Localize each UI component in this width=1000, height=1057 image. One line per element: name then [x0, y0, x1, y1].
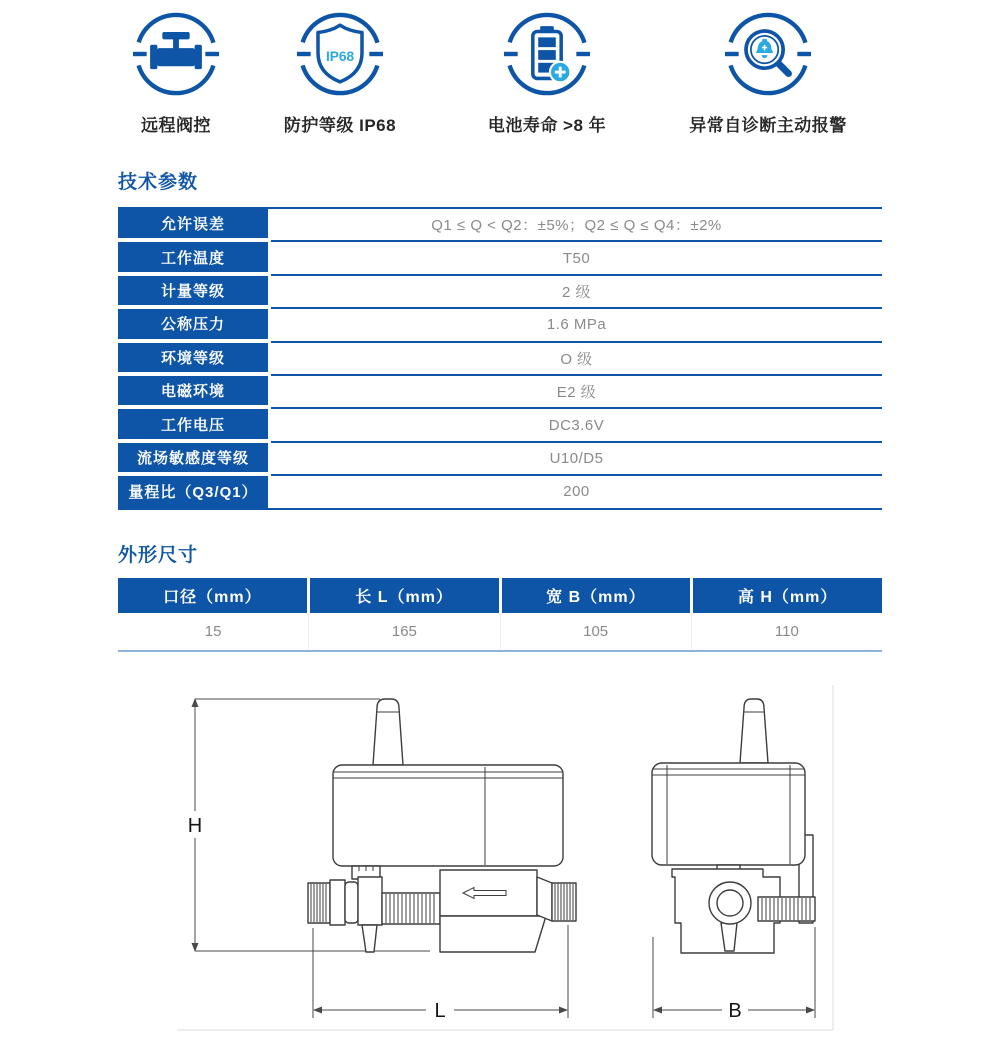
dimensions-table	[118, 578, 882, 652]
dimensions-title: 外形尺寸	[118, 545, 199, 566]
spec-label: 流场敏感度等级	[118, 443, 268, 472]
battery-plus-icon	[503, 10, 591, 98]
ip68-shield-icon	[296, 10, 384, 98]
dim-header: 宽 B（mm）	[502, 578, 691, 613]
electronics-housing	[333, 765, 563, 866]
diagnosis-alarm-icon	[724, 10, 812, 98]
table-row	[118, 242, 882, 275]
antenna	[740, 699, 768, 763]
dim-value: 110	[774, 623, 799, 640]
meter-front-view	[652, 699, 815, 953]
antenna	[373, 699, 403, 765]
spec-value: T50	[271, 242, 882, 275]
table-row	[118, 309, 882, 342]
dim-value: 15	[118, 613, 309, 650]
width-dim-letter: B	[728, 1000, 742, 1022]
spec-label: 工作温度	[118, 242, 268, 271]
valve-icon	[132, 10, 220, 98]
spec-value: 200	[563, 483, 590, 501]
spec-label: 公称压力	[118, 309, 268, 338]
table-row	[118, 343, 882, 376]
spec-label: 工作电压	[118, 409, 268, 438]
electronics-housing	[652, 763, 805, 865]
spec-value: E2 级	[271, 376, 882, 409]
feature-label: 异常自诊断主动报警	[689, 116, 847, 135]
feature-label: 防护等级 IP68	[283, 116, 397, 135]
spec-label: 电磁环境	[118, 376, 268, 405]
dimensions-header-row	[118, 578, 882, 613]
table-row	[118, 476, 882, 507]
drain-tap	[362, 925, 377, 952]
lower-housing	[440, 916, 546, 952]
feature-label: 远程阀控	[141, 116, 211, 135]
dimensions-value-row	[118, 613, 882, 652]
spec-value: Q1 ≤ Q < Q2：±5%；Q2 ≤ Q ≤ Q4：±2%	[271, 209, 882, 242]
feature-self-diagnosis	[648, 10, 888, 136]
spec-label: 量程比（Q3/Q1）	[118, 476, 268, 507]
length-dim-letter: L	[434, 1000, 446, 1022]
height-dim-letter: H	[187, 815, 203, 837]
outline-drawing	[118, 685, 882, 1031]
spec-value: U10/D5	[271, 443, 882, 476]
ip68-badge-text: IP68	[325, 48, 355, 64]
meter-tube	[440, 870, 537, 916]
table-row	[118, 276, 882, 309]
dim-header: 高 H（mm）	[693, 578, 882, 613]
dim-value: 165	[309, 613, 500, 650]
spec-label: 计量等级	[118, 276, 268, 305]
feature-battery-life	[437, 10, 657, 136]
feature-label: 电池寿命 >8 年	[487, 116, 607, 135]
table-row	[118, 376, 882, 409]
spec-value: DC3.6V	[271, 409, 882, 442]
spec-value: O 级	[271, 343, 882, 376]
tech-params-title: 技术参数	[118, 172, 199, 193]
meter-side-view	[308, 699, 576, 952]
feature-ip68	[230, 10, 450, 136]
dim-header: 长 L（mm）	[310, 578, 499, 613]
dim-value: 105	[501, 613, 692, 650]
dim-header: 口径（mm）	[118, 578, 307, 613]
valve-body	[358, 877, 382, 925]
spec-label: 允许误差	[118, 209, 268, 238]
ribbed-knob	[382, 893, 440, 924]
tech-params-table	[118, 207, 882, 510]
spec-value: 2 级	[271, 276, 882, 309]
spec-label: 环境等级	[118, 343, 268, 372]
table-row	[118, 409, 882, 442]
table-row	[118, 443, 882, 476]
spec-value: 1.6 MPa	[271, 309, 882, 342]
table-row	[118, 209, 882, 242]
